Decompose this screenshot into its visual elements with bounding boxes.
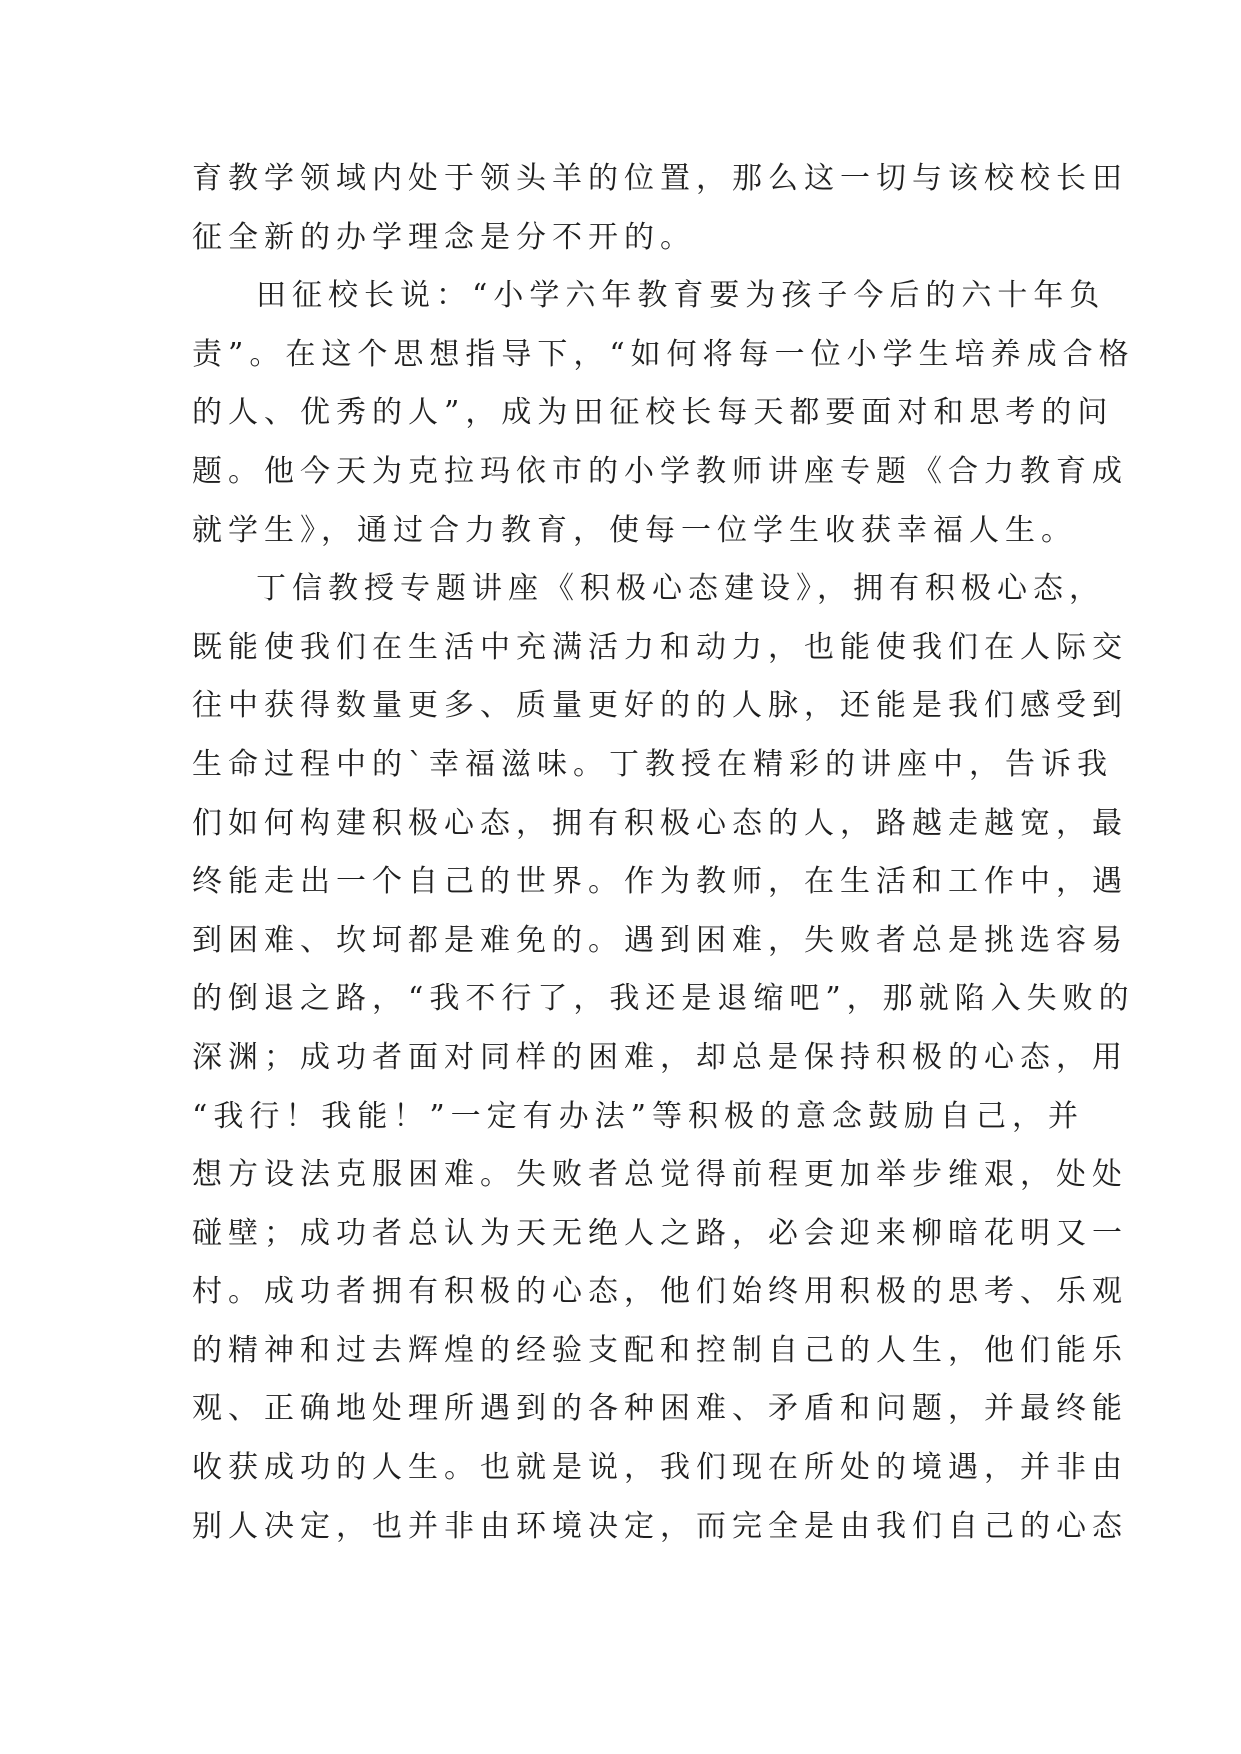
text-line: 终能走出一个自己的世界。作为教师，在生活和工作中，遇 xyxy=(192,864,1128,900)
text-line: 既能使我们在生活中充满活力和动力，也能使我们在人际交 xyxy=(192,629,1128,665)
text-line: 往中获得数量更多、质量更好的的人脉，还能是我们感受到 xyxy=(192,688,1128,724)
text-line: 收获成功的人生。也就是说，我们现在所处的境遇，并非由 xyxy=(192,1450,1128,1486)
text-line: 观、正确地处理所遇到的各种困难、矛盾和问题，并最终能 xyxy=(192,1391,1128,1427)
text-line: 征全新的办学理念是分不开的。 xyxy=(192,219,696,255)
text-line: 的精神和过去辉煌的经验支配和控制自己的人生，他们能乐 xyxy=(192,1332,1128,1368)
paragraph-3 xyxy=(192,569,1135,1565)
text-line: 就学生》，通过合力教育，使每一位学生收获幸福人生。 xyxy=(192,512,1077,548)
paragraph-2 xyxy=(192,276,1135,569)
text-line: 们如何构建积极心态，拥有积极心态的人，路越走越宽，最 xyxy=(192,805,1128,841)
text-line: 育教学领域内处于领头羊的位置，那么这一切与该校校长田 xyxy=(192,161,1128,196)
text-line: 生命过程中的`幸福滋味。丁教授在精彩的讲座中，告诉我 xyxy=(192,746,1113,782)
text-line: 到困难、坎坷都是难免的。遇到困难，失败者总是挑选容易 xyxy=(192,922,1128,958)
text-line: 碰壁；成功者总认为天无绝人之路，必会迎来柳暗花明又一 xyxy=(192,1215,1128,1251)
text-line: 深渊；成功者面对同样的困难，却总是保持积极的心态，用 xyxy=(192,1039,1128,1075)
text-line: 责”。在这个思想指导下，“如何将每一位小学生培养成合格 xyxy=(192,336,1135,372)
text-line: 的人、优秀的人”，成为田征校长每天都要面对和思考的问 xyxy=(192,395,1114,431)
text-line: 想方设法克服困难。失败者总觉得前程更加举步维艰，处处 xyxy=(192,1157,1128,1193)
text-line: “我行！我能！”一定有办法”等积极的意念鼓励自己，并 xyxy=(192,1098,1085,1134)
text-line: 题。他今天为克拉玛依市的小学教师讲座专题《合力教育成 xyxy=(192,453,1128,489)
text-line: 田征校长说：“小学六年教育要为孩子今后的六十年负 xyxy=(256,278,1106,314)
text-line: 别人决定，也并非由环境决定，而完全是由我们自己的心态 xyxy=(192,1508,1128,1544)
paragraph-1 xyxy=(192,159,1128,276)
text-line: 的倒退之路，“我不行了，我还是退缩吧”，那就陷入失败的 xyxy=(192,981,1135,1017)
text-line: 丁信教授专题讲座《积极心态建设》，拥有积极心态， xyxy=(256,571,1105,607)
body-text xyxy=(192,159,1135,1565)
text-line: 村。成功者拥有积极的心态，他们始终用积极的思考、乐观 xyxy=(192,1274,1128,1310)
